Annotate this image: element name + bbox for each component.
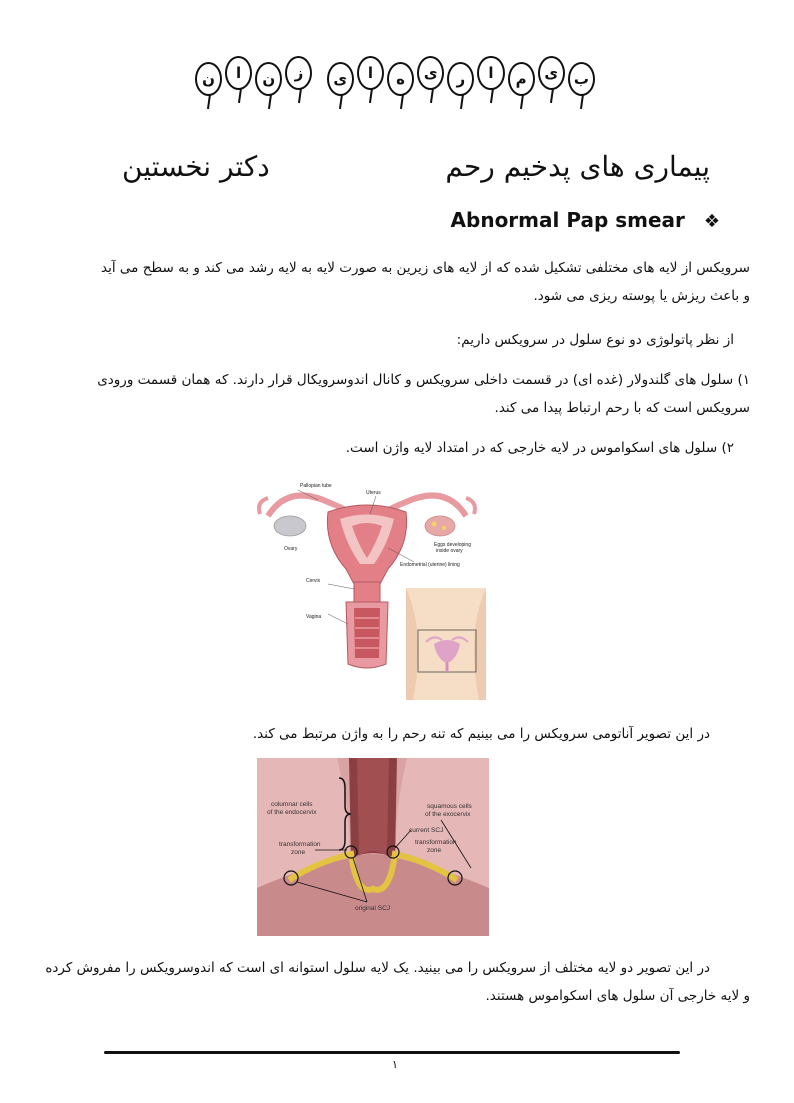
paragraph-5-line-2: و لایه خارجی آن سلول های اسکواموس هستند. [485,988,750,1004]
cervix-scj-figure [257,758,489,936]
page-number: ۱ [392,1058,398,1071]
fig2-label-squamous-1: squamous cells [427,803,472,810]
fig1-label-vagina: Vagina [306,614,322,620]
banner-letter: ا [357,56,384,90]
section-title-text: Abnormal Pap smear [450,208,685,232]
fig2-label-columnar-1: columnar cells [271,801,313,808]
fig2-label-tz-left-1: transformation [279,841,321,848]
fig2-label-squamous-2: of the exocervix [425,811,471,818]
banner-letter: ن [195,62,222,96]
title-banner [195,62,595,124]
banner-letter: ی [538,56,565,90]
banner-letter: ا [225,56,252,90]
banner-letter: ز [285,56,312,90]
author-name: دکتر نخستین [122,150,270,183]
banner-letter: ی [417,56,444,90]
paragraph-1-line-1: سرویکس از لایه های مختلفی تشکیل شده که از لایه های زیرین به صورت لایه به لایه رشد می کند و به سطح می آید [101,260,750,276]
footer-rule [104,1051,680,1054]
paragraph-3-line-1: ۱) سلول های گلندولار (غده ای) در قسمت داخلی سرویکس و کانال اندوسرویکال قرار دارند. که همان قسمت ورودی [97,372,750,388]
topic-heading: پیماری های پدخیم رحم [445,150,710,183]
paragraph-3-line-2: سرویکس است که با رحم ارتباط پیدا می کند. [494,400,750,416]
fig1-label-cervix: Cervix [306,578,321,584]
fig1-label-uterus: Uterus [366,490,381,496]
paragraph-1-line-2: و باعث ریزش یا پوسته ریزی می شود. [533,288,750,304]
paragraph-5-line-1: در این تصویر دو لایه مختلف از سرویکس را می بینید. یک لایه سلول استوانه ای است که اندوسرویکس را مفروش کرده [45,960,710,976]
paragraph-4: ۲) سلول های اسکواموس در لایه خارجی که در امتداد لایه واژن است. [345,440,734,456]
banner-letter: م [508,62,535,96]
fig2-label-columnar-2: of the endocervix [267,809,317,816]
banner-letter: ن [255,62,282,96]
banner-letter: ر [447,62,474,96]
banner-letter: ب [568,62,595,96]
paragraph-2: از نظر پاتولوژی دو نوع سلول در سرویکس داریم: [456,332,734,348]
diamond-bullet-icon: ❖ [703,211,720,232]
section-title [451,208,720,232]
fig2-label-tz-left-2: zone [291,849,306,856]
fig1-label-eggs-2: inside ovary [436,548,463,554]
banner-letter: ی [327,62,354,96]
figure-1-caption: در این تصویر آناتومی سرویکس را می بینیم که تنه رحم را به واژن مرتبط می کند. [252,726,710,742]
fig1-label-eggs-1: Eggs developing [434,542,471,548]
uterus-anatomy-figure [248,474,486,700]
fig2-label-original-scj: original SCJ [355,905,391,912]
fig2-label-tz-right-1: transformation [415,839,457,846]
fig1-label-ovary: Ovary [284,546,298,552]
banner-letter: ه [387,62,414,96]
fig2-label-current-scj: current SCJ [409,827,444,834]
fig1-label-tube: Pallopian tube [300,483,332,489]
fig1-label-lining: Endometrial (uterine) lining [400,562,460,568]
fig2-label-tz-right-2: zone [427,847,442,854]
banner-letter: ا [477,56,504,90]
